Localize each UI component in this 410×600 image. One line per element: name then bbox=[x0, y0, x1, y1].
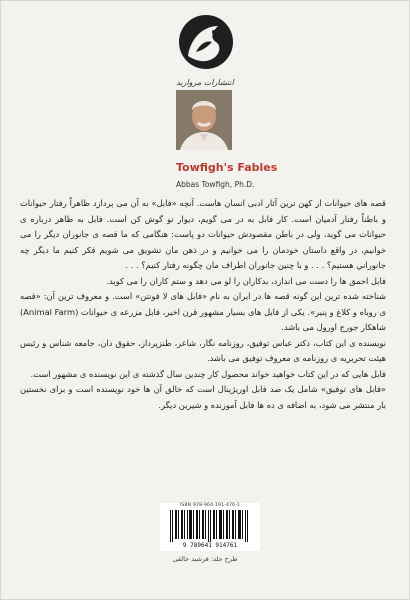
cover-designer-credit: طرح جلد: فرشید خالقی bbox=[172, 555, 238, 563]
blurb-paragraph: شناخته شده ترین این گونه قصه ها در ایران به نام «فابل های لا فونتن» است. و معروف ترین آن: «قصه ی روباه و کلاغ و پنیر». یکی از فابل های بسیار مشهور قرن اخیر، فابل مزرعه ی حیوانات (Animal Farm) شاهکار جورج اورول می باشد. bbox=[20, 291, 386, 332]
barcode bbox=[160, 503, 260, 551]
publisher-logo bbox=[176, 12, 236, 74]
blurb-paragraph: قصه های حیوانات از کهن ترین آثار ادبی انسان هاست. آنچه «فابل» به آن می پردازد ظاهراً رفتار حیوانات و باطناً رفتار آدمیان است. کار فابل به در می گویم، دیوار تو گوش کن است. فابل به ظاهر درباره ی حیوانات می گوید، ولی در باطن مقصودش حیوانات دو پاست: هنگامی که ما قصه ی جانوران دیگر را می خوانیم، در واقع داستان خودمان را می خوانیم و در ذهن مان تشویق می شویم فکر کنیم ما دیگر چه جانوراني هستیم؟ . . . و با چنین جانوران اطراف مان چگونه رفتار کنیم؟ . . . bbox=[20, 198, 386, 270]
isbn-label: ISBN 978-964-191-476-1 bbox=[179, 503, 241, 508]
blurb-paragraph: فابل هایی که در این کتاب خواهید خواند محصول کار چندین سال گذشته ی این نویسنده ی مشهور است. bbox=[30, 368, 386, 379]
blurb-paragraph: فابل احمق ها را دست می اندازد، بدکاران را لو می دهد و ستم کاران را می کوبد. bbox=[106, 275, 386, 286]
blurb-paragraph: «فابل های توفیق» شامل یک صد فابل اوریژینال است که خالق آن ها خود نویسنده است و برای نخستین بار منتشر می شود، به اضافه ی ده ها فابل آموزنده و شیرین دیگر. bbox=[20, 384, 386, 410]
book-title: Towfigh's Fables bbox=[176, 161, 278, 174]
author-photo bbox=[176, 90, 232, 150]
blurb-paragraph: نویسنده ی این کتاب، دکتر عباس توفیق، روزنامه نگار، شاعر، طنزپرداز، حقوق دان، جامعه شناس و رئیس هیئت تحریریه ی روزنامه ی معروف توفیق می باشد. bbox=[20, 337, 386, 363]
publisher-name: انتشارات مروارید bbox=[176, 78, 234, 87]
blurb-text bbox=[20, 196, 386, 413]
barcode-bars bbox=[170, 510, 250, 542]
book-author: Abbas Towfigh, Ph.D. bbox=[176, 180, 255, 189]
barcode-number: 9 789641 914761 bbox=[182, 542, 238, 549]
